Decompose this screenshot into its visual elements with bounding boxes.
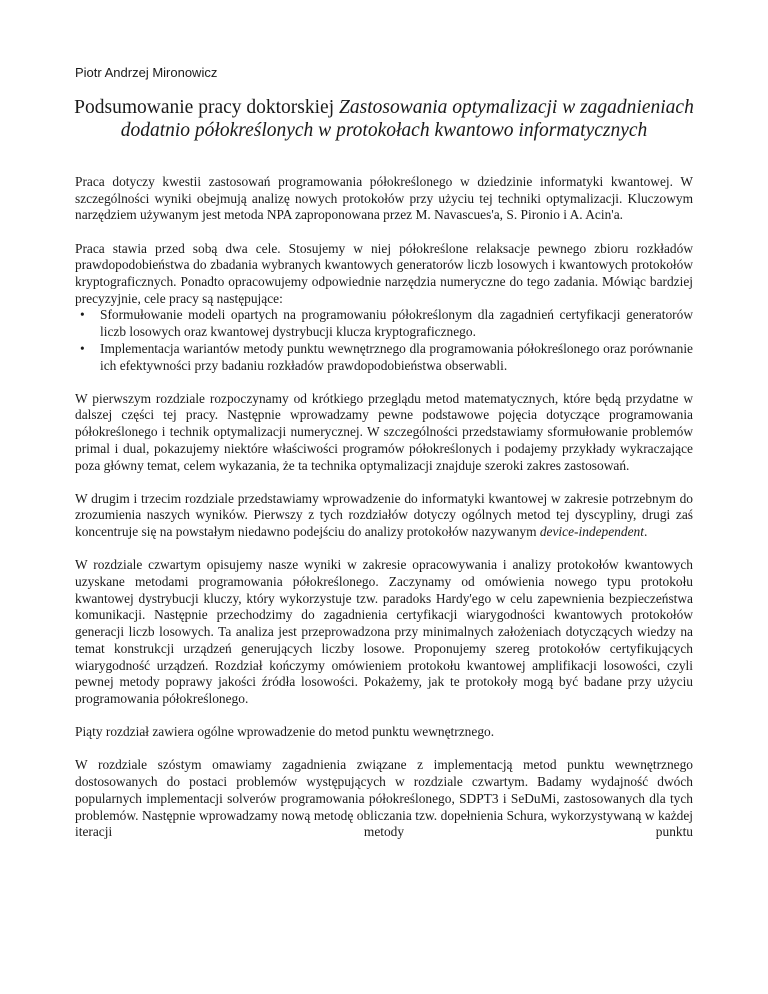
- author-name: Piotr Andrzej Mironowicz: [75, 65, 218, 80]
- list-item-text: Sformułowanie modeli opartych na programowaniu półokreślonym dla zagadnień certyfikacji generatorów liczb losowych oraz kwantowej dystrybucji klucza kryptograficznego.: [100, 307, 693, 340]
- document-title: [60, 96, 708, 142]
- paragraph-2: Praca stawia przed sobą dwa cele. Stosujemy w niej półokreślone relaksacje pewnego zbioru rozkładów prawdopodobieństwa do zbadania wybranych kwantowych generatorów liczb losowych i kwantowych protokołów kryptograficznych. Ponadto opracowujemy odpowiednie narzędzia numeryczne do tego zadania. Mówiąc bardziej precyzyjnie, cele pracy są następujące:: [75, 240, 693, 306]
- paragraph-3: W pierwszym rozdziale rozpoczynamy od krótkiego przeglądu metod matematycznych, które będą przydatne w dalszej części tej pracy. Następnie wprowadzamy pewne podstawowe pojęcia dotyczące programowania półokreślonego i technik optymalizacji numerycznej. W szczególności przedstawiamy sformułowanie problemów primal i dual, pokazujemy niektóre właściwości programów półokreślonych i podajemy przykłady wykraczające poza główny temat, celem wykazania, że ta technika optymalizacji znajduje szeroki zakres zastosowań.: [75, 390, 693, 473]
- title-italic: Zastosowania optymalizacji w zagadnieniach dodatnio półokreślonych w protokołach kwantowo informatycznych: [120, 97, 694, 141]
- goals-list: [75, 307, 693, 374]
- list-item: [80, 341, 693, 374]
- paragraph-4-italic: device-independent: [539, 524, 644, 540]
- paragraph-4-end: .: [643, 524, 648, 540]
- bullet-icon: •: [80, 340, 85, 356]
- paragraph-4: [75, 491, 693, 541]
- list-item: [80, 307, 693, 340]
- paragraph-6: Piąty rozdział zawiera ogólne wprowadzenie do metod punktu wewnętrznego.: [75, 724, 495, 740]
- paragraph-5: W rozdziale czwartym opisujemy nasze wyniki w zakresie opracowywania i analizy protokołów kwantowych uzyskane metodami programowania półokreślonego. Zaczynamy od omówienia nowego typu protokołu kwantowej dystrybucji kluczy, który wykorzystuje tzw. paradoks Hardy'ego w celu zapewnienia bezpieczeństwa komunikacji. Następnie przechodzimy do zagadnienia certyfikacji wiarygodności kwantowych protokołów generacji liczb losowych. Ta analiza jest przeprowadzona przy minimalnych założeniach dotyczących wiedzy na temat konstrukcji urządzeń generujących liczby losowe. Proponujemy szereg protokołów certyfikujących wiarygodność urządzeń. Rozdział kończymy omówieniem protokołu kwantowej amplifikacji losowości, czyli pewnej metody poprawy jakości źródła losowości. Pokażemy, jak te protokoły mogą być badane przy użyciu programowania półokreślonego.: [75, 557, 693, 706]
- body-text: [75, 174, 693, 857]
- list-item-text: Implementacja wariantów metody punktu wewnętrznego dla programowania półokreślonego oraz porównanie ich efektywności przy badaniu rozkładów prawdopodobieństwa obserwabli.: [100, 340, 693, 373]
- title-prefix: Podsumowanie pracy doktorskiej: [74, 97, 340, 118]
- paragraph-1: Praca dotyczy kwestii zastosowań programowania półokreślonego w dziedzinie informatyki kwantowej. W szczególności wyniki obejmują analizę nowych protokołów przy użyciu tej techniki optymalizacji. Kluczowym narzędziem używanym jest metoda NPA zaproponowana przez M. Navascues'a, S. Pironio i A. Acin'a.: [75, 174, 693, 223]
- bullet-icon: •: [80, 307, 85, 323]
- paragraph-7: W rozdziale szóstym omawiamy zagadnienia związane z implementacją metod punktu wewnętrznego dostosowanych do postaci problemów występujących w rozdziale czwartym. Badamy wydajność dwóch popularnych implementacji solverów programowania półokreślonego, SDPT3 i SeDuMi, zastosowanych dla tych problemów. Następnie wprowadzamy nową metodę obliczania tzw. dopełnienia Schura, wykorzystywaną w każdej iteracji metody punktu: [75, 757, 693, 840]
- paragraph-4-text: W drugim i trzecim rozdziale przedstawiamy wprowadzenie do informatyki kwantowej w zakresie potrzebnym do zrozumienia naszych wyników. Pierwszy z tych rozdziałów dotyczy ogólnych metod tej dyscypliny, drugi zaś koncentruje się na powstałym niedawno podejściu do analizy protokołów nazywanym: [75, 490, 693, 540]
